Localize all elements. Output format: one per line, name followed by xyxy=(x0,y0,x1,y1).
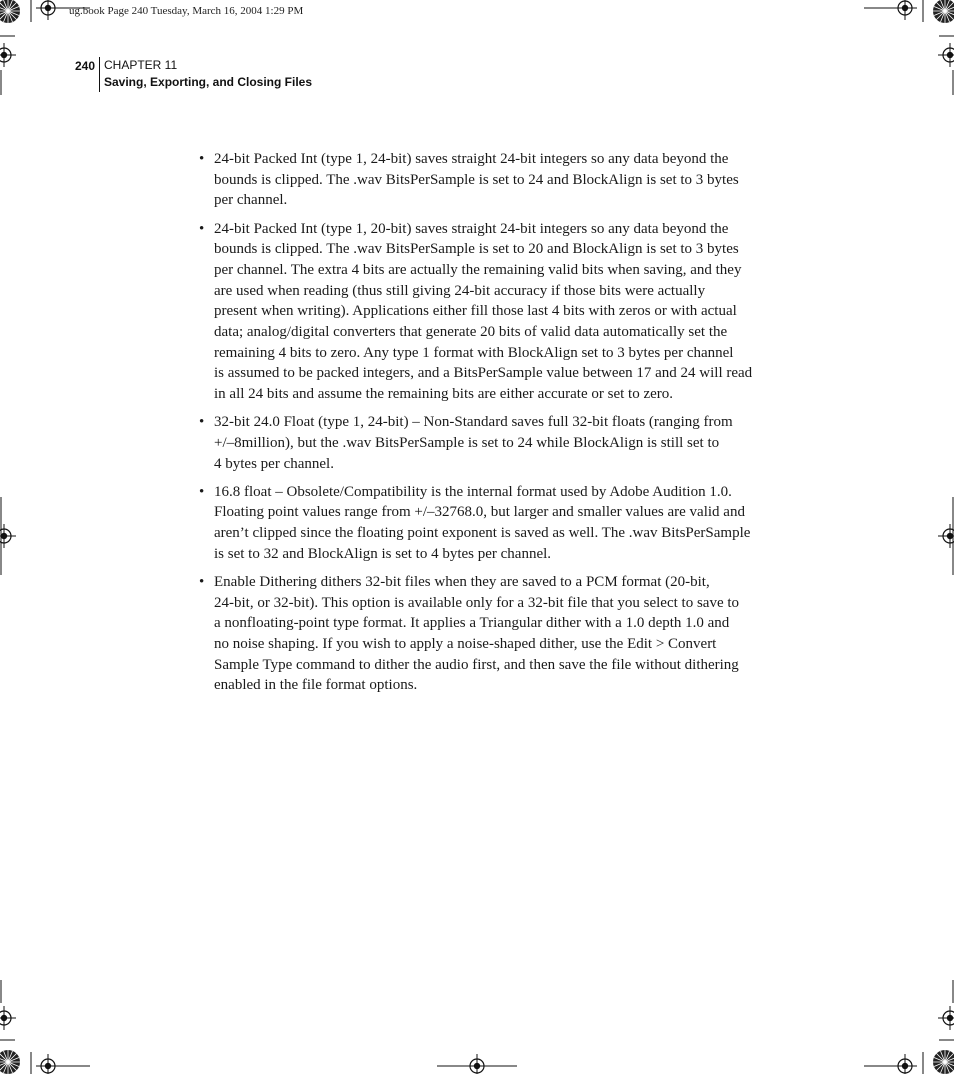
list-item-line: aren’t clipped since the floating point exponent is saved as well. The .wav BitsPerSample xyxy=(214,525,751,542)
list-item-line: 24-bit Packed Int (type 1, 24-bit) saves straight 24-bit integers so any data beyond the xyxy=(214,151,729,167)
list-item-line: present when writing). Applications either fill those last 4 bits with zeros or with actual xyxy=(214,303,737,320)
list-item xyxy=(198,572,758,696)
bullet-icon: • xyxy=(199,414,205,431)
list-item xyxy=(198,219,758,405)
list-item-line: 24-bit Packed Int (type 1, 20-bit) saves straight 24-bit integers so any data beyond the xyxy=(214,220,729,237)
bullet-icon: • xyxy=(199,151,205,167)
page-number: 240 xyxy=(74,59,95,73)
list-item-line: is assumed to be packed integers, and a BitsPerSample value between 17 and 24 will read xyxy=(214,365,753,382)
list-item-line: remaining 4 bits to zero. Any type 1 format with BlockAlign set to 3 bytes per channel xyxy=(214,344,734,361)
list-item-line: Floating point values range from +/–32768.0, but larger and smaller values are valid and xyxy=(214,504,745,521)
bullet-icon: • xyxy=(199,573,205,590)
list-item-line: is set to 32 and BlockAlign is set to 4 bytes per channel. xyxy=(214,545,552,562)
list-item-line: 32-bit 24.0 Float (type 1, 24-bit) – Non-Standard saves full 32-bit floats (ranging from xyxy=(214,414,733,431)
list-item-line: bounds is clipped. The .wav BitsPerSample is set to 24 and BlockAlign is set to 3 bytes xyxy=(214,171,739,188)
list-item-line: Enable Dithering dithers 32-bit files when they are saved to a PCM format (20-bit, xyxy=(214,573,710,590)
list-item-line: per channel. xyxy=(214,192,288,209)
list-item-line: 4 bytes per channel. xyxy=(214,455,334,472)
list-item-line: enabled in the file format options. xyxy=(214,677,418,694)
print-slug: ug.book Page 240 Tuesday, March 16, 2004 1:29 PM xyxy=(69,5,304,17)
list-item xyxy=(198,412,758,474)
list-item-line: are used when reading (thus still giving 24-bit accuracy if those bits were actually xyxy=(214,282,706,299)
header-divider xyxy=(99,57,100,92)
list-item-line: in all 24 bits and assume the remaining bits are either accurate or set to zero. xyxy=(214,386,674,403)
list-item-line: 16.8 float – Obsolete/Compatibility is the internal format used by Adobe Audition 1.0. xyxy=(214,483,732,500)
list-item-line: +/–8million), but the .wav BitsPerSample is set to 24 while BlockAlign is still set to xyxy=(214,434,720,451)
list-item xyxy=(198,149,758,211)
bullet-list xyxy=(198,149,758,704)
list-item xyxy=(198,482,758,565)
chapter-label: CHAPTER 11 xyxy=(104,58,178,72)
chapter-title: Saving, Exporting, and Closing Files xyxy=(104,75,313,89)
bullet-icon: • xyxy=(199,220,205,237)
list-item-line: per channel. The extra 4 bits are actually the remaining valid bits when saving, and they xyxy=(214,261,742,278)
list-item-line: a nonfloating-point type format. It applies a Triangular dither with a 1.0 depth 1.0 and xyxy=(214,615,730,632)
list-item-line: bounds is clipped. The .wav BitsPerSample is set to 20 and BlockAlign is set to 3 bytes xyxy=(214,241,739,258)
list-item-line: 24-bit, or 32-bit). This option is available only for a 32-bit file that you select to save to xyxy=(214,594,740,611)
list-item-line: data; analog/digital converters that generate 20 bits of valid data automatically set the xyxy=(214,324,728,341)
bullet-icon: • xyxy=(199,483,205,500)
list-item-line: Sample Type command to dither the audio first, and then save the file without dithering xyxy=(214,656,739,673)
list-item-line: no noise shaping. If you wish to apply a noise-shaped dither, use the Edit > Convert xyxy=(214,636,717,653)
